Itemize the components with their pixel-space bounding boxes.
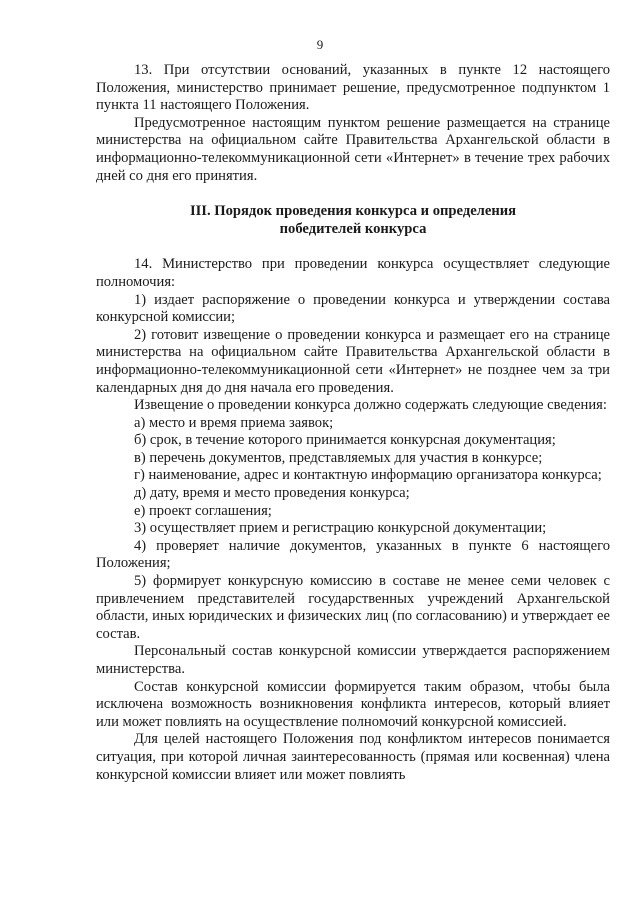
paragraph-conflict: Для целей настоящего Положения под конфликтом интересов понимается ситуация, при которой личная заинтересованность (прямая или косвенная) члена конкурсной комиссии влияет или может повлиять: [96, 731, 610, 783]
paragraph-composition: Состав конкурсной комиссии формируется таким образом, чтобы была исключена возможность возникновения конфликта интересов, который влияет или может повлиять на осуществление полномочий конкурсной комиссией.: [96, 678, 610, 730]
document-body: [96, 62, 610, 784]
paragraph-14: 14. Министерство при проведении конкурса осуществляет следующие полномочия:: [96, 256, 610, 290]
notice-item-d: д) дату, время и место проведения конкурса;: [134, 485, 410, 502]
section-heading-line-1: III. Порядок проведения конкурса и определения: [189, 203, 517, 220]
paragraph-14-item-4: 4) проверяет наличие документов, указанных в пункте 6 настоящего Положения;: [96, 537, 610, 572]
paragraph-personal-composition: Персональный состав конкурсной комиссии утверждается распоряжением министерства.: [96, 643, 610, 677]
paragraph-13-decision: Предусмотренное настоящим пунктом решение размещается на странице министерства на официальном сайте Правительства Архангельской области в информационно-телекоммуникационной сети «Интернет» в течение трех рабочих дней со дня его принятия.: [96, 114, 610, 184]
page-number: 9: [316, 37, 324, 52]
notice-item-e: е) проект соглашения;: [134, 502, 272, 519]
notice-item-b: б) срок, в течение которого принимается конкурсная документация;: [134, 432, 556, 449]
paragraph-14-item-2: 2) готовит извещение о проведении конкурса и размещает его на странице министерства на официальном сайте Правительства Архангельской области в информационно-телекоммуникационной сети «Интернет» не позднее чем за три календарных дня до дня начала его проведения.: [96, 326, 610, 396]
paragraph-notice: Извещение о проведении конкурса должно содержать следующие сведения:: [134, 397, 607, 414]
paragraph-13: 13. При отсутствии оснований, указанных в пункте 12 настоящего Положения, министерство принимает решение, предусмотренное подпунктом 1 пункта 11 настоящего Положения.: [96, 62, 610, 114]
notice-item-v: в) перечень документов, представляемых для участия в конкурсе;: [134, 449, 543, 466]
notice-item-a: а) место и время приема заявок;: [134, 414, 334, 431]
paragraph-14-item-3: 3) осуществляет прием и регистрацию конкурсной документации;: [134, 520, 547, 537]
paragraph-14-item-5: 5) формирует конкурсную комиссию в составе не менее семи человек с привлечением представителей государственных учреждений Архангельской области, иных юридических и физических лиц (по согласованию) и утверждает ее состав.: [96, 573, 610, 642]
paragraph-14-item-1: 1) издает распоряжение о проведении конкурса и утверждении состава конкурсной комиссии;: [96, 291, 610, 326]
notice-item-g: г) наименование, адрес и контактную информацию организатора конкурса;: [134, 467, 602, 484]
section-heading: [96, 203, 610, 238]
section-heading-line-2: победителей конкурса: [279, 220, 427, 237]
